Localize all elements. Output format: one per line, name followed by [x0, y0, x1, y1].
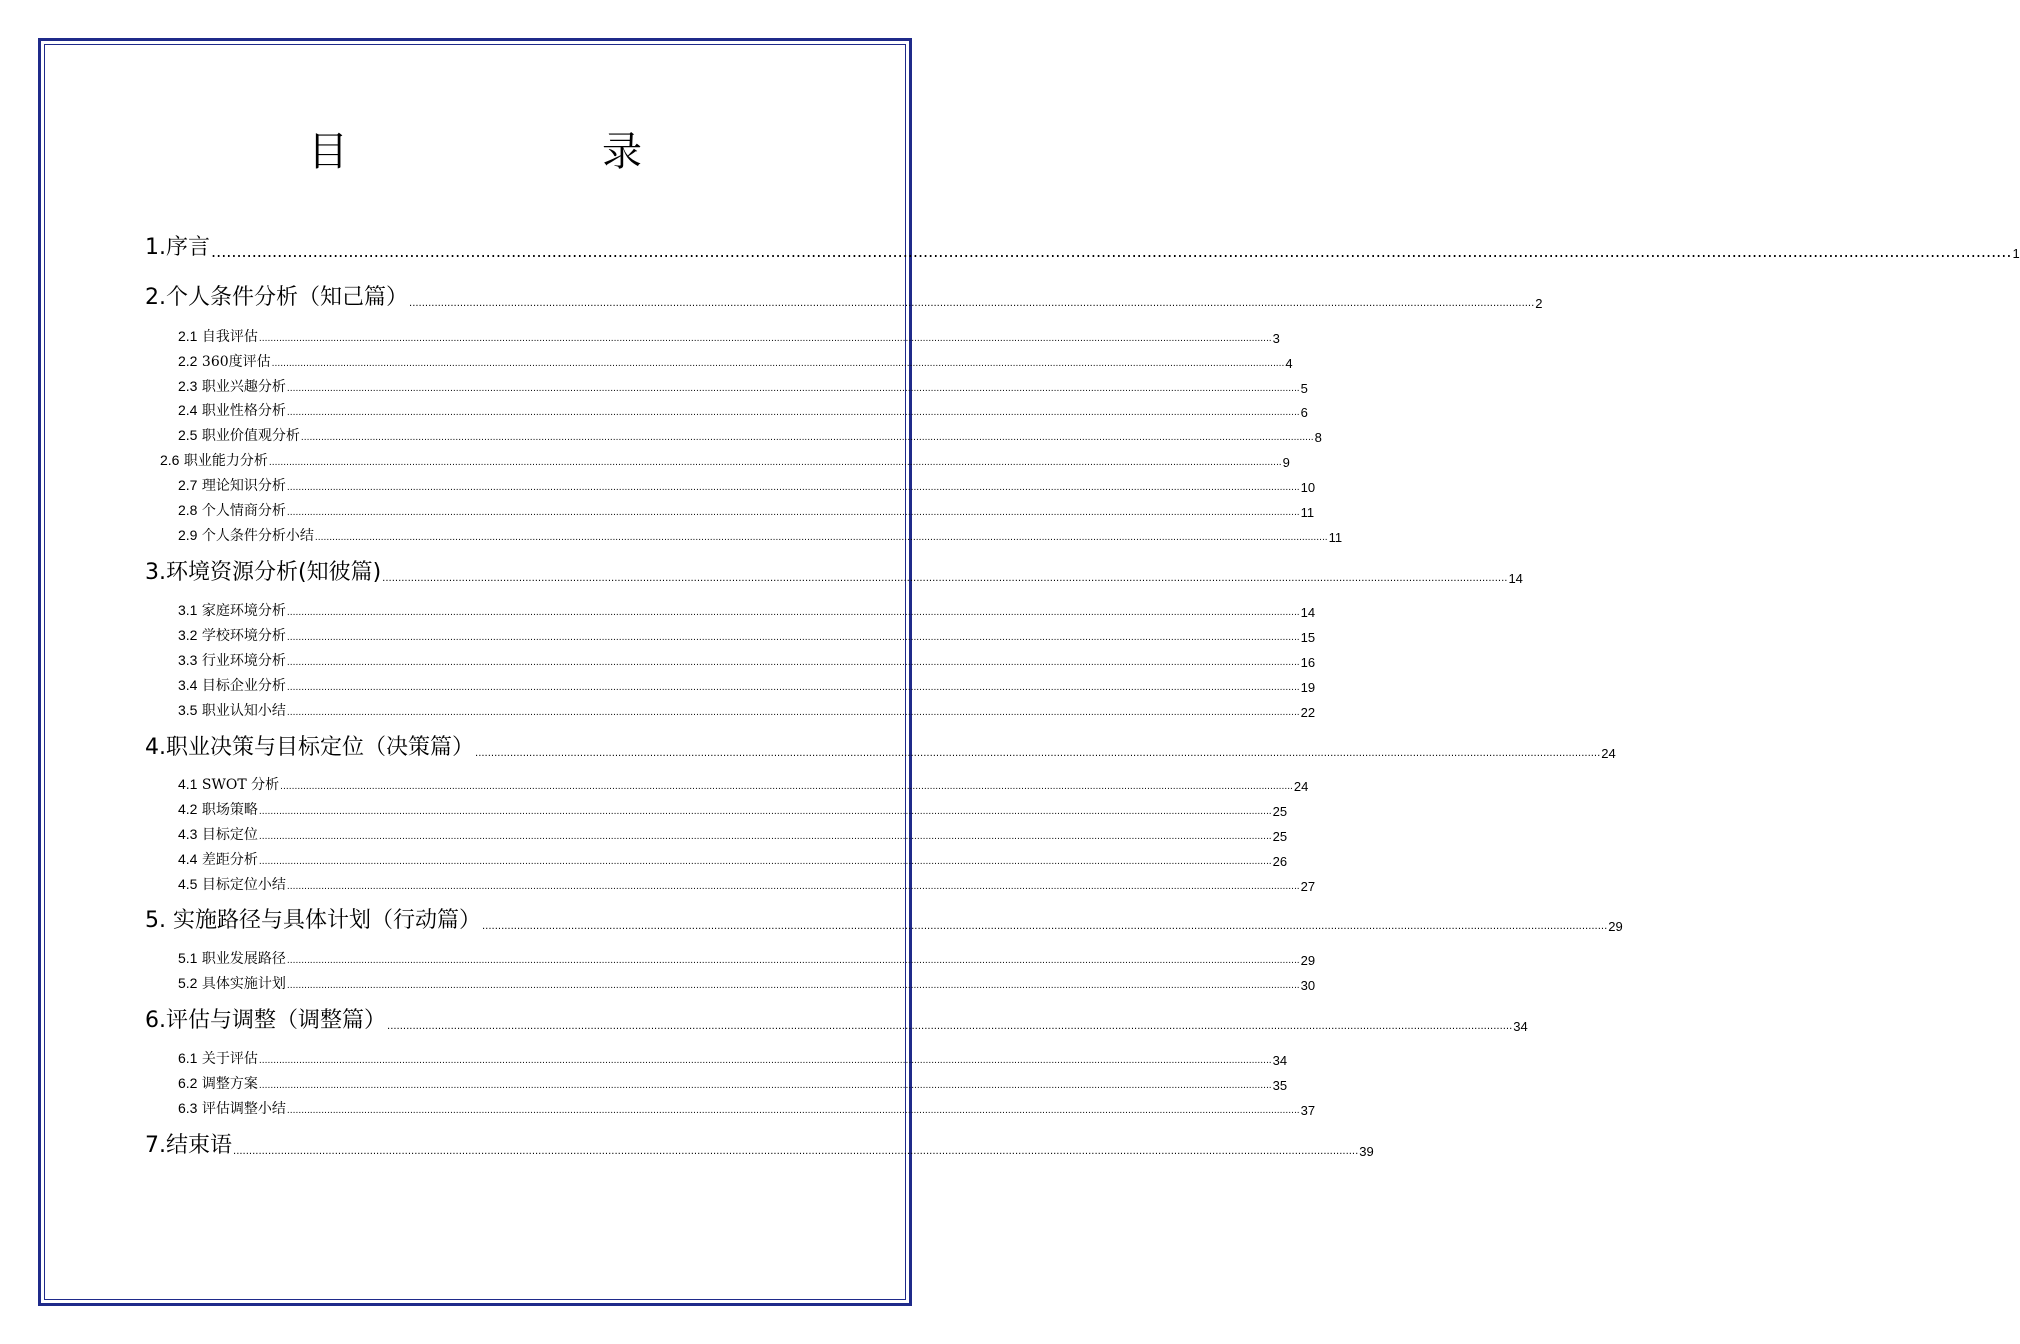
toc-entry-label: 4.1 SWOT 分析 — [178, 776, 280, 793]
toc-entry[interactable] — [178, 1098, 1316, 1119]
toc-entry[interactable] — [178, 849, 1288, 870]
toc-entry-page: 14 — [1508, 571, 1523, 586]
toc-entry-page: 4 — [1285, 356, 1293, 371]
toc-entry[interactable] — [178, 1073, 1288, 1094]
toc-leader-dots: .................................................................................................................................................................................................................................................................................................................................................................. — [286, 608, 1300, 618]
toc-entry-label: 4.4 差距分析 — [178, 851, 258, 868]
toc-entry-label: 3.4 目标企业分析 — [178, 677, 286, 694]
toc-entry-label: 2.7 理论知识分析 — [178, 477, 286, 494]
toc-entry[interactable] — [145, 907, 1623, 935]
toc-entry[interactable] — [145, 284, 1543, 312]
page-title: 目 录 — [308, 129, 700, 175]
toc-entry[interactable] — [178, 525, 1343, 546]
toc-entry-page: 22 — [1300, 705, 1316, 720]
toc-leader-dots: .................................................................................................................................................................................................................................................................................................................................................................. — [382, 573, 1508, 584]
toc-entry[interactable] — [145, 234, 2020, 262]
toc-entry[interactable] — [178, 376, 1308, 397]
toc-entry[interactable] — [178, 1048, 1288, 1069]
toc-leader-dots: .................................................................................................................................................................................................................................................................................................................................................................. — [286, 708, 1300, 718]
toc-entry[interactable] — [178, 799, 1288, 820]
toc-leader-dots: .................................................................................................................................................................................................................................................................................................................................................................. — [286, 408, 1300, 418]
toc-entry[interactable] — [178, 700, 1316, 721]
toc-entry-page: 25 — [1272, 829, 1288, 844]
toc-entry-page: 24 — [1601, 746, 1616, 761]
toc-entry[interactable] — [145, 559, 1523, 587]
toc-entry-page: 30 — [1300, 978, 1316, 993]
toc-entry-label: 5. 实施路径与具体计划（行动篇） — [145, 908, 481, 933]
toc-entry-page: 39 — [1359, 1144, 1374, 1159]
toc-entry-label: 2.1 自我评估 — [178, 328, 258, 345]
toc-entry[interactable] — [178, 400, 1308, 421]
toc-entry-page: 11 — [1300, 505, 1315, 520]
toc-entry-label: 4.2 职场策略 — [178, 801, 258, 818]
toc-entry-label: 7.结束语 — [145, 1133, 233, 1158]
toc-entry-page: 10 — [1300, 480, 1316, 495]
toc-leader-dots: .................................................................................................................................................................................................................................................................................................................................................................. — [286, 956, 1300, 966]
toc-entry-label: 3.5 职业认知小结 — [178, 702, 286, 719]
toc-leader-dots: .................................................................................................................................................................................................................................................................................................................................................................. — [286, 508, 1300, 518]
toc-entry-page: 3 — [1272, 331, 1280, 346]
toc-leader-dots: .................................................................................................................................................................................................................................................................................................................................................................. — [300, 433, 1314, 443]
toc-leader-dots: .................................................................................................................................................................................................................................................................................................................................................................. — [268, 458, 1282, 468]
toc-entry-label: 4.5 目标定位小结 — [178, 876, 286, 893]
toc-leader-dots: .................................................................................................................................................................................................................................................................................................................................................................. — [482, 921, 1608, 932]
toc-entry-label: 2.6 职业能力分析 — [160, 452, 268, 469]
toc-leader-dots: .................................................................................................................................................................................................................................................................................................................................................................. — [314, 533, 1328, 543]
toc-entry[interactable] — [178, 326, 1280, 347]
toc-entry-label: 6.1 关于评估 — [178, 1050, 258, 1067]
toc-entry-page: 19 — [1300, 680, 1316, 695]
toc-leader-dots: .................................................................................................................................................................................................................................................................................................................................................................. — [258, 1081, 1272, 1091]
toc-entry[interactable] — [178, 874, 1316, 895]
toc-leader-dots: .................................................................................................................................................................................................................................................................................................................................................................. — [286, 882, 1300, 892]
toc-leader-dots: .................................................................................................................................................................................................................................................................................................................................................................. — [280, 782, 1293, 792]
toc-entry[interactable] — [178, 600, 1316, 621]
toc-entry[interactable] — [178, 500, 1315, 521]
toc-leader-dots: .................................................................................................................................................................................................................................................................................................................................................................. — [286, 1106, 1300, 1116]
toc-leader-dots: .................................................................................................................................................................................................................................................................................................................................................................. — [286, 683, 1300, 693]
toc-leader-dots: .................................................................................................................................................................................................................................................................................................................................................................. — [258, 857, 1272, 867]
toc-entry-label: 2.9 个人条件分析小结 — [178, 527, 314, 544]
toc-leader-dots: .................................................................................................................................................................................................................................................................................................................................................................. — [211, 242, 2012, 261]
toc-entry-label: 2.个人条件分析（知己篇） — [145, 285, 409, 310]
toc-entry-label: 2.4 职业性格分析 — [178, 402, 286, 419]
toc-leader-dots: .................................................................................................................................................................................................................................................................................................................................................................. — [286, 981, 1300, 991]
toc-entry-label: 2.2 360度评估 — [178, 353, 271, 370]
toc-leader-dots: .................................................................................................................................................................................................................................................................................................................................................................. — [271, 359, 1285, 369]
toc-entry-label: 6.2 调整方案 — [178, 1075, 258, 1092]
toc-leader-dots: .................................................................................................................................................................................................................................................................................................................................................................. — [286, 483, 1300, 493]
toc-entry[interactable] — [178, 973, 1316, 994]
toc-entry-page: 6 — [1300, 405, 1308, 420]
toc-leader-dots: .................................................................................................................................................................................................................................................................................................................................................................. — [258, 807, 1272, 817]
toc-entry-label: 2.3 职业兴趣分析 — [178, 378, 286, 395]
toc-entry[interactable] — [178, 824, 1288, 845]
toc-entry-page: 14 — [1300, 605, 1316, 620]
toc-entry[interactable] — [145, 1132, 1374, 1160]
toc-leader-dots: .................................................................................................................................................................................................................................................................................................................................................................. — [387, 1021, 1513, 1032]
toc-entry-label: 1.序言 — [145, 235, 211, 260]
toc-leader-dots: .................................................................................................................................................................................................................................................................................................................................................................. — [286, 658, 1300, 668]
toc-entry-label: 3.3 行业环境分析 — [178, 652, 286, 669]
toc-leader-dots: .................................................................................................................................................................................................................................................................................................................................................................. — [409, 298, 1535, 309]
toc-entry-page: 24 — [1293, 779, 1309, 794]
toc-entry[interactable] — [145, 734, 1616, 762]
toc-entry-label: 6.3 评估调整小结 — [178, 1100, 286, 1117]
toc-entry-label: 2.5 职业价值观分析 — [178, 427, 300, 444]
toc-entry-page: 8 — [1314, 430, 1322, 445]
toc-leader-dots: .................................................................................................................................................................................................................................................................................................................................................................. — [475, 748, 1601, 759]
toc-entry[interactable] — [178, 675, 1316, 696]
toc-entry-page: 26 — [1272, 854, 1288, 869]
toc-leader-dots: .................................................................................................................................................................................................................................................................................................................................................................. — [258, 832, 1272, 842]
toc-leader-dots: .................................................................................................................................................................................................................................................................................................................................................................. — [233, 1146, 1359, 1157]
toc-entry[interactable] — [178, 625, 1316, 646]
toc-entry-page: 29 — [1608, 919, 1623, 934]
toc-entry-label: 4.3 目标定位 — [178, 826, 258, 843]
toc-entry-page: 15 — [1300, 630, 1316, 645]
toc-entry-label: 3.1 家庭环境分析 — [178, 602, 286, 619]
toc-entry-page: 35 — [1272, 1078, 1288, 1093]
toc-entry-label: 2.8 个人情商分析 — [178, 502, 286, 519]
toc-entry-page: 27 — [1300, 879, 1316, 894]
toc-entry-label: 5.2 具体实施计划 — [178, 975, 286, 992]
toc-entry-page: 34 — [1513, 1019, 1528, 1034]
toc-entry[interactable] — [178, 774, 1309, 795]
toc-entry[interactable] — [178, 650, 1316, 671]
toc-leader-dots: .................................................................................................................................................................................................................................................................................................................................................................. — [286, 633, 1300, 643]
toc-entry[interactable] — [145, 1007, 1528, 1035]
toc-entry-page: 1 — [2012, 246, 2020, 261]
toc-entry-page: 5 — [1300, 381, 1308, 396]
toc-entry[interactable] — [178, 948, 1316, 969]
toc-entry-page: 37 — [1300, 1103, 1316, 1118]
toc-entry-page: 16 — [1300, 655, 1316, 670]
toc-entry-label: 3.2 学校环境分析 — [178, 627, 286, 644]
toc-entry-page: 9 — [1282, 455, 1290, 470]
toc-leader-dots: .................................................................................................................................................................................................................................................................................................................................................................. — [258, 334, 1272, 344]
toc-entry[interactable] — [160, 450, 1290, 471]
toc-entry-page: 34 — [1272, 1053, 1288, 1068]
toc-entry-label: 4.职业决策与目标定位（决策篇） — [145, 735, 475, 760]
toc-entry-page: 25 — [1272, 804, 1288, 819]
toc-leader-dots: .................................................................................................................................................................................................................................................................................................................................................................. — [258, 1056, 1272, 1066]
toc-entry[interactable] — [178, 351, 1293, 372]
toc-entry-page: 29 — [1300, 953, 1316, 968]
toc-leader-dots: .................................................................................................................................................................................................................................................................................................................................................................. — [286, 384, 1300, 394]
toc-entry-page: 2 — [1535, 296, 1543, 311]
toc-entry-page: 11 — [1328, 530, 1343, 545]
toc-entry-label: 5.1 职业发展路径 — [178, 950, 286, 967]
toc-entry-label: 3.环境资源分析(知彼篇) — [145, 560, 382, 585]
toc-entry-label: 6.评估与调整（调整篇） — [145, 1008, 387, 1033]
toc-entry[interactable] — [178, 425, 1322, 446]
toc-entry[interactable] — [178, 475, 1316, 496]
